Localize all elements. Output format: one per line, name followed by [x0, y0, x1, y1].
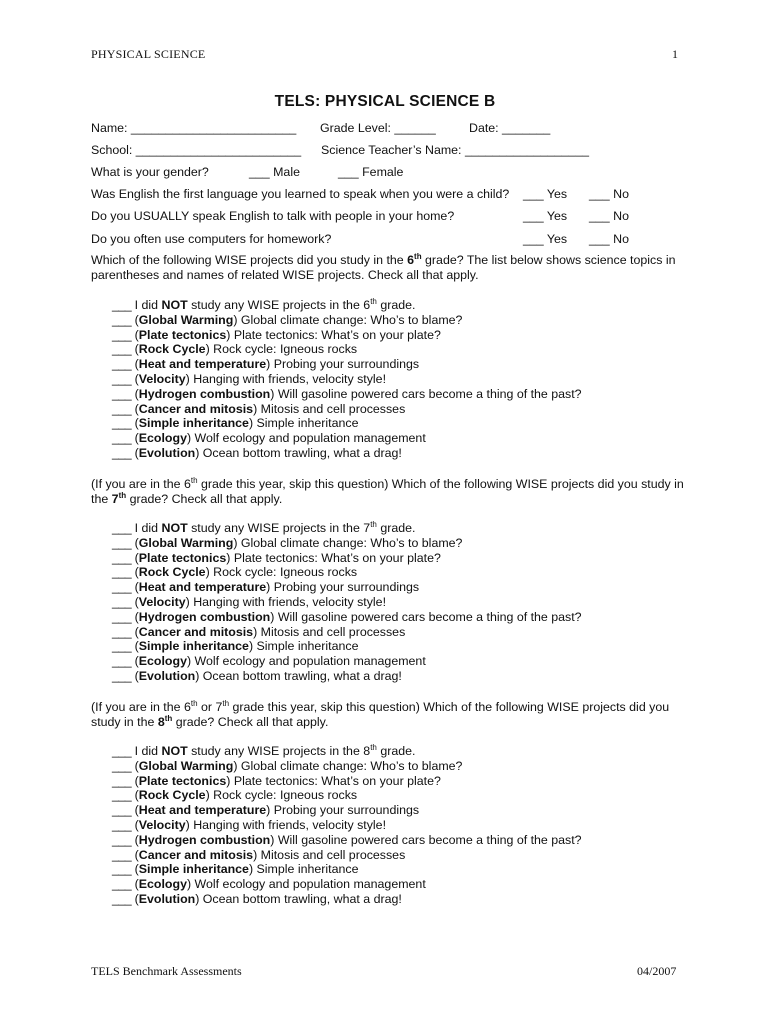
- list-item[interactable]: ___ (Hydrogen combustion) Will gasoline powered cars become a thing of the past?: [112, 832, 582, 847]
- list-item-not-studied[interactable]: ___ I did NOT study any WISE projects in the 6th grade.: [112, 296, 416, 312]
- list-item[interactable]: ___ (Plate tectonics) Plate tectonics: What’s on your plate?: [112, 550, 441, 565]
- english-home-question: Do you USUALLY speak English to talk with people in your home?: [91, 209, 455, 223]
- list-item[interactable]: ___ (Velocity) Hanging with friends, velocity style!: [112, 594, 387, 609]
- list-item[interactable]: ___ (Cancer and mitosis) Mitosis and cell processes: [112, 847, 406, 862]
- list-item[interactable]: ___ (Cancer and mitosis) Mitosis and cell processes: [112, 401, 406, 416]
- eighth-grade-list: [112, 744, 582, 907]
- sixth-grade-question: Which of the following WISE projects did you study in the 6th grade? The list below shows science topics in parentheses and names of related WISE projects. Check all that apply.: [91, 251, 676, 282]
- computers-yes[interactable]: ___ Yes: [523, 232, 568, 246]
- page-title: TELS: PHYSICAL SCIENCE B: [274, 93, 496, 110]
- list-item[interactable]: ___ (Plate tectonics) Plate tectonics: What’s on your plate?: [112, 327, 441, 342]
- list-item[interactable]: ___ (Plate tectonics) Plate tectonics: What’s on your plate?: [112, 773, 441, 788]
- date-field[interactable]: Date: _______: [469, 121, 551, 135]
- list-item[interactable]: ___ (Rock Cycle) Rock cycle: Igneous rocks: [112, 565, 358, 580]
- list-item[interactable]: ___ (Heat and temperature) Probing your surroundings: [112, 803, 420, 818]
- list-item[interactable]: ___ (Simple inheritance) Simple inheritance: [112, 639, 359, 654]
- gender-female-option[interactable]: ___ Female: [338, 165, 404, 179]
- english-first-yes[interactable]: ___ Yes: [523, 187, 568, 201]
- list-item[interactable]: ___ (Global Warming) Global climate change: Who’s to blame?: [112, 312, 463, 327]
- eighth-grade-question: (If you are in the 6th or 7th grade this year, skip this question) Which of the following WISE projects did you study in the 8th grade? Check all that apply.: [91, 698, 670, 729]
- list-item[interactable]: ___ (Velocity) Hanging with friends, velocity style!: [112, 371, 387, 386]
- teacher-name-field[interactable]: Science Teacher’s Name: __________________: [321, 143, 589, 157]
- list-item[interactable]: ___ (Simple inheritance) Simple inheritance: [112, 862, 359, 877]
- school-field[interactable]: School: ________________________: [91, 143, 302, 157]
- gender-question: What is your gender?: [91, 165, 209, 179]
- sixth-grade-list: [112, 298, 582, 461]
- list-item[interactable]: ___ (Evolution) Ocean bottom trawling, what a drag!: [112, 891, 402, 906]
- page-number: 1: [672, 47, 678, 61]
- grade-level-field[interactable]: Grade Level: ______: [320, 121, 436, 135]
- list-item[interactable]: ___ (Hydrogen combustion) Will gasoline powered cars become a thing of the past?: [112, 609, 582, 624]
- list-item[interactable]: ___ (Rock Cycle) Rock cycle: Igneous rocks: [112, 788, 358, 803]
- list-item[interactable]: ___ (Evolution) Ocean bottom trawling, what a drag!: [112, 668, 402, 683]
- list-item[interactable]: ___ (Rock Cycle) Rock cycle: Igneous rocks: [112, 342, 358, 357]
- gender-male-option[interactable]: ___ Male: [249, 165, 300, 179]
- name-field[interactable]: Name: ________________________: [91, 121, 297, 135]
- list-item[interactable]: ___ (Hydrogen combustion) Will gasoline powered cars become a thing of the past?: [112, 386, 582, 401]
- english-home-no[interactable]: ___ No: [589, 209, 629, 223]
- list-item[interactable]: ___ (Ecology) Wolf ecology and population management: [112, 654, 426, 669]
- english-first-question: Was English the first language you learned to speak when you were a child?: [91, 187, 510, 201]
- list-item[interactable]: ___ (Heat and temperature) Probing your surroundings: [112, 357, 420, 372]
- list-item-not-studied[interactable]: ___ I did NOT study any WISE projects in the 8th grade.: [112, 742, 416, 758]
- footer-date: 04/2007: [637, 964, 677, 978]
- list-item[interactable]: ___ (Ecology) Wolf ecology and population management: [112, 431, 426, 446]
- list-item-not-studied[interactable]: ___ I did NOT study any WISE projects in the 7th grade.: [112, 519, 416, 535]
- list-item[interactable]: ___ (Global Warming) Global climate change: Who’s to blame?: [112, 535, 463, 550]
- list-item[interactable]: ___ (Velocity) Hanging with friends, velocity style!: [112, 817, 387, 832]
- list-item[interactable]: ___ (Global Warming) Global climate change: Who’s to blame?: [112, 758, 463, 773]
- computers-question: Do you often use computers for homework?: [91, 232, 332, 246]
- list-item[interactable]: ___ (Evolution) Ocean bottom trawling, what a drag!: [112, 445, 402, 460]
- computers-no[interactable]: ___ No: [589, 232, 629, 246]
- page-footer: TELS Benchmark Assessments: [91, 964, 242, 978]
- english-first-no[interactable]: ___ No: [589, 187, 629, 201]
- list-item[interactable]: ___ (Cancer and mitosis) Mitosis and cell processes: [112, 624, 406, 639]
- list-item[interactable]: ___ (Simple inheritance) Simple inheritance: [112, 416, 359, 431]
- seventh-grade-question: (If you are in the 6th grade this year, skip this question) Which of the following WISE projects did you study in the 7th grade? Check all that apply.: [91, 475, 684, 506]
- english-home-yes[interactable]: ___ Yes: [523, 209, 568, 223]
- seventh-grade-list: [112, 521, 582, 684]
- page-header: PHYSICAL SCIENCE: [91, 47, 206, 61]
- list-item[interactable]: ___ (Heat and temperature) Probing your surroundings: [112, 580, 420, 595]
- list-item[interactable]: ___ (Ecology) Wolf ecology and population management: [112, 877, 426, 892]
